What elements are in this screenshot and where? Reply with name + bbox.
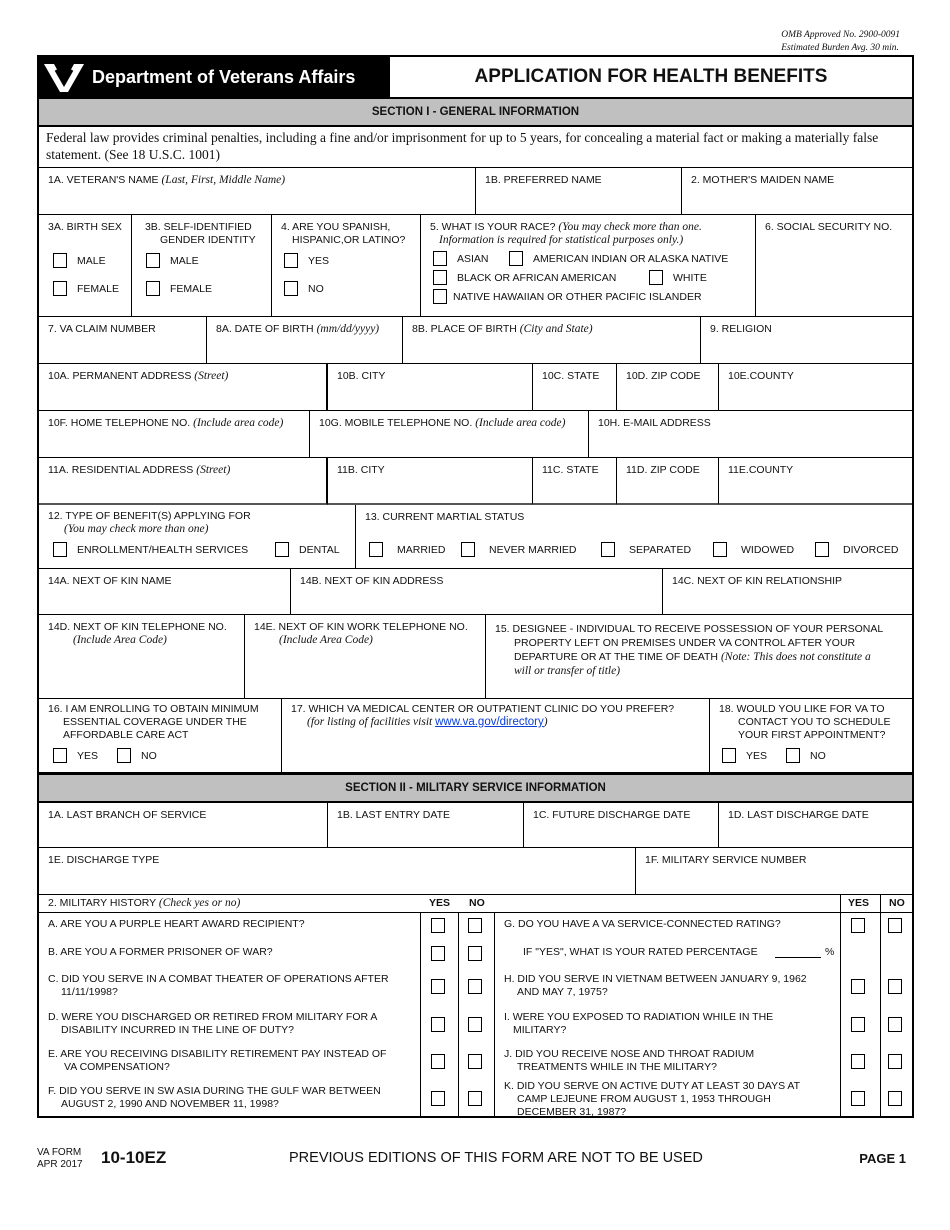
field-label: 1C. FUTURE DISCHARGE DATE bbox=[533, 809, 691, 821]
field-label: 7. VA CLAIM NUMBER bbox=[48, 323, 156, 335]
history-f-no-checkbox[interactable] bbox=[468, 1091, 482, 1106]
history-g-yes-checkbox[interactable] bbox=[851, 918, 865, 933]
place-of-birth-field[interactable] bbox=[403, 317, 701, 364]
checkbox[interactable] bbox=[433, 251, 447, 266]
residential-state-field[interactable] bbox=[533, 458, 617, 505]
checkbox[interactable] bbox=[53, 542, 67, 557]
history-b-yes-checkbox[interactable] bbox=[431, 946, 445, 961]
option-label: NO bbox=[308, 282, 324, 295]
field-label: 1A. VETERAN'S NAME bbox=[48, 174, 159, 186]
option-label: FEMALE bbox=[170, 282, 213, 295]
history-a-no-checkbox[interactable] bbox=[468, 918, 482, 933]
history-h-yes-checkbox[interactable] bbox=[851, 979, 865, 994]
field-label: 15. DESIGNEE - INDIVIDUAL TO RECEIVE POSSESSION OF YOUR PERSONAL bbox=[495, 623, 884, 635]
question-text: CAMP LEJEUNE FROM AUGUST 1, 1953 THROUGH bbox=[517, 1093, 771, 1105]
checkbox[interactable] bbox=[649, 270, 663, 285]
religion-field[interactable] bbox=[701, 317, 912, 364]
field-label: 3B. SELF-IDENTIFIED bbox=[144, 221, 252, 233]
no-column-header: NO bbox=[889, 897, 905, 909]
min-coverage-field bbox=[39, 699, 282, 773]
option-label: DIVORCED bbox=[843, 543, 899, 556]
checkbox[interactable] bbox=[53, 281, 67, 296]
residential-zip-field[interactable] bbox=[617, 458, 719, 505]
future-discharge-date-field[interactable] bbox=[524, 803, 719, 848]
military-history-header bbox=[39, 895, 912, 913]
section-2-header: SECTION II - MILITARY SERVICE INFORMATION bbox=[39, 773, 912, 803]
yes-column-header: YES bbox=[848, 897, 870, 909]
checkbox[interactable] bbox=[815, 542, 829, 557]
field-hint: (mm/dd/yyyy) bbox=[316, 323, 380, 335]
permanent-address-field[interactable] bbox=[39, 364, 328, 411]
legal-warning: Federal law provides criminal penalties, including a fine and/or imprisonment for up to 5 years, for concealing a material fact or making a materially false statement. (See 18 U.S.C. 1001) bbox=[39, 127, 912, 168]
question-text: F. DID YOU SERVE IN SW ASIA DURING THE GULF WAR BETWEEN bbox=[48, 1085, 381, 1097]
checkbox[interactable] bbox=[53, 253, 67, 268]
ssn-field[interactable] bbox=[756, 215, 912, 317]
option-label: NO bbox=[810, 749, 826, 762]
home-phone-field[interactable] bbox=[39, 411, 310, 458]
field-label: 14E. NEXT OF KIN WORK TELEPHONE NO. bbox=[254, 621, 468, 633]
checkbox[interactable] bbox=[117, 748, 131, 763]
field-label: 11A. RESIDENTIAL ADDRESS bbox=[48, 464, 194, 476]
question-text: E. ARE YOU RECEIVING DISABILITY RETIREMENT PAY INSTEAD OF bbox=[48, 1048, 387, 1060]
option-label: NEVER MARRIED bbox=[489, 543, 577, 556]
field-label: 4. ARE YOU SPANISH, bbox=[281, 221, 391, 233]
percent-sign: % bbox=[825, 946, 835, 958]
checkbox[interactable] bbox=[713, 542, 727, 557]
permanent-state-field[interactable] bbox=[533, 364, 617, 411]
checkbox[interactable] bbox=[284, 253, 298, 268]
field-label: ESSENTIAL COVERAGE UNDER THE bbox=[63, 716, 247, 728]
military-service-number-field[interactable] bbox=[636, 848, 912, 895]
field-label: 5. WHAT IS YOUR RACE? bbox=[430, 221, 556, 233]
next-of-kin-address-field[interactable] bbox=[291, 569, 663, 615]
form-frame bbox=[37, 55, 914, 1118]
history-h-no-checkbox[interactable] bbox=[888, 979, 902, 994]
field-label: 11E.COUNTY bbox=[728, 464, 794, 476]
history-b-no-checkbox[interactable] bbox=[468, 946, 482, 961]
permanent-city-field[interactable] bbox=[328, 364, 533, 411]
field-label: 16. I AM ENROLLING TO OBTAIN MINIMUM bbox=[48, 703, 259, 715]
option-label: FEMALE bbox=[77, 282, 120, 295]
question-text: IF "YES", WHAT IS YOUR RATED PERCENTAGE bbox=[523, 946, 758, 958]
veteran-name-field[interactable] bbox=[39, 168, 476, 215]
history-e-yes-checkbox[interactable] bbox=[431, 1054, 445, 1069]
question-text: 11/11/1998? bbox=[61, 986, 118, 998]
last-entry-date-field[interactable] bbox=[328, 803, 524, 848]
question-text: AUGUST 2, 1990 AND NOVEMBER 11, 1998? bbox=[61, 1098, 279, 1110]
marital-widowed[interactable] bbox=[713, 542, 794, 557]
residential-county-field[interactable] bbox=[719, 458, 912, 505]
omb-approval bbox=[781, 29, 900, 55]
field-label: 10A. PERMANENT ADDRESS bbox=[48, 370, 192, 382]
field-label: 14A. NEXT OF KIN NAME bbox=[48, 575, 172, 587]
field-hint: (City and State) bbox=[519, 323, 593, 335]
race-native-hawaiian[interactable] bbox=[433, 289, 702, 304]
birth-sex-male[interactable] bbox=[53, 253, 106, 268]
field-label: 10F. HOME TELEPHONE NO. bbox=[48, 417, 191, 429]
agency-banner bbox=[39, 57, 388, 97]
race-american-indian[interactable] bbox=[509, 251, 728, 266]
min-coverage-no[interactable] bbox=[117, 748, 157, 763]
gender-female[interactable] bbox=[146, 281, 212, 296]
no-column-header: NO bbox=[469, 897, 485, 909]
question-text: A. ARE YOU A PURPLE HEART AWARD RECIPIENT? bbox=[48, 918, 305, 930]
field-label: 12. TYPE OF BENEFIT(S) APPLYING FOR bbox=[48, 510, 251, 522]
hispanic-yes[interactable] bbox=[284, 253, 329, 268]
gender-identity-field bbox=[132, 215, 272, 317]
option-label: YES bbox=[308, 254, 330, 267]
question-text: MILITARY? bbox=[513, 1024, 567, 1036]
residential-address-field[interactable] bbox=[39, 458, 328, 505]
military-history-grid bbox=[39, 913, 912, 1116]
date-of-birth-field[interactable] bbox=[207, 317, 403, 364]
marital-divorced[interactable] bbox=[815, 542, 898, 557]
field-label: 8B. PLACE OF BIRTH bbox=[412, 323, 517, 335]
race-black[interactable] bbox=[433, 270, 616, 285]
field-label: 18. WOULD YOU LIKE FOR VA TO bbox=[719, 703, 885, 715]
omb-number: OMB Approved No. 2900-0091 bbox=[781, 30, 900, 40]
history-k-yes-checkbox[interactable] bbox=[851, 1091, 865, 1106]
schedule-appointment-field bbox=[710, 699, 912, 773]
question-text: H. DID YOU SERVE IN VIETNAM BETWEEN JANUARY 9, 1962 bbox=[504, 973, 807, 985]
form-date: APR 2017 bbox=[37, 1159, 83, 1170]
field-hint: (Last, First, Middle Name) bbox=[161, 174, 286, 186]
question-text: J. DID YOU RECEIVE NOSE AND THROAT RADIUM bbox=[504, 1048, 755, 1060]
va-logo-icon bbox=[42, 60, 86, 94]
benefit-type-field bbox=[39, 505, 356, 569]
field-label: 11D. ZIP CODE bbox=[626, 464, 700, 476]
option-label: MALE bbox=[77, 254, 106, 267]
form-number: 10-10EZ bbox=[101, 1148, 167, 1167]
permanent-zip-field[interactable] bbox=[617, 364, 719, 411]
birth-sex-female[interactable] bbox=[53, 281, 119, 296]
field-hint: (Check yes or no) bbox=[158, 897, 241, 909]
marital-never-married[interactable] bbox=[461, 542, 577, 557]
field-label: 2. MILITARY HISTORY bbox=[48, 897, 156, 909]
option-label: BLACK OR AFRICAN AMERICAN bbox=[457, 271, 617, 284]
rated-percentage-input[interactable] bbox=[775, 957, 821, 958]
residential-city-field[interactable] bbox=[328, 458, 533, 505]
field-label: GENDER IDENTITY bbox=[160, 234, 256, 246]
checkbox[interactable] bbox=[53, 748, 67, 763]
form-title: APPLICATION FOR HEALTH BENEFITS bbox=[388, 57, 912, 97]
question-text: AND MAY 7, 1975? bbox=[517, 986, 608, 998]
checkbox[interactable] bbox=[275, 542, 289, 557]
history-j-yes-checkbox[interactable] bbox=[851, 1054, 865, 1069]
history-g-no-checkbox[interactable] bbox=[888, 918, 902, 933]
preferred-facility-field[interactable] bbox=[282, 699, 710, 773]
race-white[interactable] bbox=[649, 270, 707, 285]
birth-sex-field bbox=[39, 215, 132, 317]
last-discharge-date-field[interactable] bbox=[719, 803, 912, 848]
field-label: 14C. NEXT OF KIN RELATIONSHIP bbox=[672, 575, 842, 587]
field-hint: (Street) bbox=[194, 370, 229, 382]
option-label: AMERICAN INDIAN OR ALASKA NATIVE bbox=[533, 252, 729, 265]
field-label: 11B. CITY bbox=[337, 464, 385, 476]
editions-notice: PREVIOUS EDITIONS OF THIS FORM ARE NOT TO BE USED bbox=[289, 1150, 703, 1166]
field-label: CONTACT YOU TO SCHEDULE bbox=[738, 716, 891, 728]
checkbox[interactable] bbox=[369, 542, 383, 557]
designee-field[interactable] bbox=[486, 615, 912, 699]
next-of-kin-work-phone-field[interactable] bbox=[245, 615, 486, 699]
question-text: D. WERE YOU DISCHARGED OR RETIRED FROM MILITARY FOR A bbox=[48, 1011, 378, 1023]
last-branch-field[interactable] bbox=[39, 803, 328, 848]
history-i-yes-checkbox[interactable] bbox=[851, 1017, 865, 1032]
race-asian[interactable] bbox=[433, 251, 489, 266]
checkbox[interactable] bbox=[284, 281, 298, 296]
history-c-yes-checkbox[interactable] bbox=[431, 979, 445, 994]
field-label: DEPARTURE OR AT THE TIME OF DEATH bbox=[514, 651, 719, 663]
marital-separated[interactable] bbox=[601, 542, 691, 557]
agency-name: Department of Veterans Affairs bbox=[92, 66, 356, 87]
field-hint: (Street) bbox=[196, 464, 231, 476]
field-label: 2. MOTHER'S MAIDEN NAME bbox=[691, 174, 835, 186]
field-label: 10D. ZIP CODE bbox=[626, 370, 701, 382]
field-label: 1E. DISCHARGE TYPE bbox=[48, 854, 160, 866]
history-k-no-checkbox[interactable] bbox=[888, 1091, 902, 1106]
page-number: PAGE 1 bbox=[859, 1151, 906, 1166]
history-d-yes-checkbox[interactable] bbox=[431, 1017, 445, 1032]
field-hint: (You may check more than one. bbox=[558, 221, 702, 233]
option-label: MARRIED bbox=[397, 543, 446, 556]
option-label: NO bbox=[141, 749, 157, 762]
field-label: 10E.COUNTY bbox=[728, 370, 794, 382]
option-label: SEPARATED bbox=[629, 543, 692, 556]
field-label: AFFORDABLE CARE ACT bbox=[63, 729, 189, 741]
burden-estimate: Estimated Burden Avg. 30 min. bbox=[781, 43, 899, 53]
option-label: ASIAN bbox=[457, 252, 489, 265]
checkbox[interactable] bbox=[146, 253, 160, 268]
history-c-no-checkbox[interactable] bbox=[468, 979, 482, 994]
history-e-no-checkbox[interactable] bbox=[468, 1054, 482, 1069]
benefit-enrollment[interactable] bbox=[53, 542, 248, 557]
checkbox[interactable] bbox=[509, 251, 523, 266]
question-text: I. WERE YOU EXPOSED TO RADIATION WHILE IN THE bbox=[504, 1011, 774, 1023]
email-field[interactable] bbox=[589, 411, 912, 458]
question-text: G. DO YOU HAVE A VA SERVICE-CONNECTED RATING? bbox=[504, 918, 781, 930]
mothers-maiden-name-field[interactable] bbox=[682, 168, 912, 215]
option-label: NATIVE HAWAIIAN OR OTHER PACIFIC ISLANDER bbox=[453, 290, 702, 303]
permanent-county-field[interactable] bbox=[719, 364, 912, 411]
history-f-yes-checkbox[interactable] bbox=[431, 1091, 445, 1106]
next-of-kin-name-field[interactable] bbox=[39, 569, 291, 615]
schedule-no[interactable] bbox=[786, 748, 826, 763]
checkbox[interactable] bbox=[146, 281, 160, 296]
field-hint: (Include area code) bbox=[193, 417, 284, 429]
field-hint: (Note: This does not constitute a bbox=[720, 651, 871, 663]
field-label: 14D. NEXT OF KIN TELEPHONE NO. bbox=[48, 621, 227, 633]
checkbox[interactable] bbox=[433, 289, 447, 304]
field-label: 9. RELIGION bbox=[710, 323, 772, 335]
option-label: YES bbox=[77, 749, 99, 762]
hispanic-field bbox=[272, 215, 421, 317]
field-label: 1B. LAST ENTRY DATE bbox=[337, 809, 451, 821]
field-label: PROPERTY LEFT ON PREMISES UNDER VA CONTROL AFTER YOUR bbox=[514, 637, 856, 649]
history-d-no-checkbox[interactable] bbox=[468, 1017, 482, 1032]
schedule-yes[interactable] bbox=[722, 748, 767, 763]
field-label: 14B. NEXT OF KIN ADDRESS bbox=[300, 575, 444, 587]
field-label: 10C. STATE bbox=[542, 370, 600, 382]
question-text: K. DID YOU SERVE ON ACTIVE DUTY AT LEAST 30 DAYS AT bbox=[504, 1080, 801, 1092]
va-claim-number-field[interactable] bbox=[39, 317, 207, 364]
next-of-kin-phone-field[interactable] bbox=[39, 615, 245, 699]
question-text: DISABILITY INCURRED IN THE LINE OF DUTY? bbox=[61, 1024, 294, 1036]
option-label: ENROLLMENT/HEALTH SERVICES bbox=[77, 543, 249, 556]
field-label: 1D. LAST DISCHARGE DATE bbox=[728, 809, 869, 821]
history-i-no-checkbox[interactable] bbox=[888, 1017, 902, 1032]
yes-column-header: YES bbox=[429, 897, 451, 909]
field-hint: (Include Area Code) bbox=[73, 634, 167, 646]
checkbox[interactable] bbox=[722, 748, 736, 763]
next-of-kin-relationship-field[interactable] bbox=[663, 569, 912, 615]
checkbox[interactable] bbox=[601, 542, 615, 557]
gender-male[interactable] bbox=[146, 253, 199, 268]
discharge-type-field[interactable] bbox=[39, 848, 636, 895]
benefit-dental[interactable] bbox=[275, 542, 340, 557]
field-label: HISPANIC,OR LATINO? bbox=[292, 234, 406, 246]
mobile-phone-field[interactable] bbox=[310, 411, 589, 458]
va-directory-link[interactable]: www.va.gov/directory bbox=[435, 716, 544, 728]
field-label: YOUR FIRST APPOINTMENT? bbox=[738, 729, 886, 741]
marital-status-field bbox=[356, 505, 912, 569]
form-footer bbox=[37, 1146, 914, 1176]
field-label: 3A. BIRTH SEX bbox=[48, 221, 122, 233]
history-j-no-checkbox[interactable] bbox=[888, 1054, 902, 1069]
checkbox[interactable] bbox=[461, 542, 475, 557]
field-hint: will or transfer of title) bbox=[514, 665, 621, 677]
min-coverage-yes[interactable] bbox=[53, 748, 98, 763]
field-label: 1B. PREFERRED NAME bbox=[485, 174, 602, 186]
question-text: C. DID YOU SERVE IN A COMBAT THEATER OF OPERATIONS AFTER bbox=[48, 973, 389, 985]
question-text: DECEMBER 31, 1987? bbox=[517, 1106, 627, 1118]
race-field bbox=[421, 215, 756, 317]
option-label: WIDOWED bbox=[741, 543, 795, 556]
field-hint: (You may check more than one) bbox=[64, 523, 209, 535]
field-label: 17. WHICH VA MEDICAL CENTER OR OUTPATIENT CLINIC DO YOU PREFER? bbox=[291, 703, 675, 715]
hispanic-no[interactable] bbox=[284, 281, 324, 296]
question-text: TREATMENTS WHILE IN THE MILITARY? bbox=[517, 1061, 717, 1073]
field-label: 1F. MILITARY SERVICE NUMBER bbox=[645, 854, 807, 866]
field-label: 1A. LAST BRANCH OF SERVICE bbox=[48, 809, 207, 821]
checkbox[interactable] bbox=[433, 270, 447, 285]
preferred-name-field[interactable] bbox=[476, 168, 682, 215]
question-text: B. ARE YOU A FORMER PRISONER OF WAR? bbox=[48, 946, 273, 958]
field-label: 11C. STATE bbox=[542, 464, 599, 476]
field-label: 10H. E-MAIL ADDRESS bbox=[598, 417, 711, 429]
field-hint: (Include Area Code) bbox=[279, 634, 373, 646]
field-label: 8A. DATE OF BIRTH bbox=[216, 323, 314, 335]
section-1-header: SECTION I - GENERAL INFORMATION bbox=[39, 97, 912, 127]
question-text: VA COMPENSATION? bbox=[64, 1061, 170, 1073]
field-hint: (for listing of facilities visit bbox=[307, 716, 436, 728]
field-hint: ) bbox=[543, 716, 548, 728]
field-label: 6. SOCIAL SECURITY NO. bbox=[765, 221, 893, 233]
option-label: DENTAL bbox=[299, 543, 340, 556]
field-label: 10G. MOBILE TELEPHONE NO. bbox=[319, 417, 473, 429]
field-hint: Information is required for statistical purposes only.) bbox=[439, 234, 684, 246]
field-label: 10B. CITY bbox=[337, 370, 386, 382]
history-a-yes-checkbox[interactable] bbox=[431, 918, 445, 933]
marital-married[interactable] bbox=[369, 542, 445, 557]
option-label: MALE bbox=[170, 254, 199, 267]
form-label: VA FORM bbox=[37, 1147, 82, 1158]
field-hint: (Include area code) bbox=[475, 417, 566, 429]
checkbox[interactable] bbox=[786, 748, 800, 763]
field-label: 13. CURRENT MARTIAL STATUS bbox=[365, 511, 525, 523]
option-label: YES bbox=[746, 749, 768, 762]
option-label: WHITE bbox=[673, 271, 707, 284]
